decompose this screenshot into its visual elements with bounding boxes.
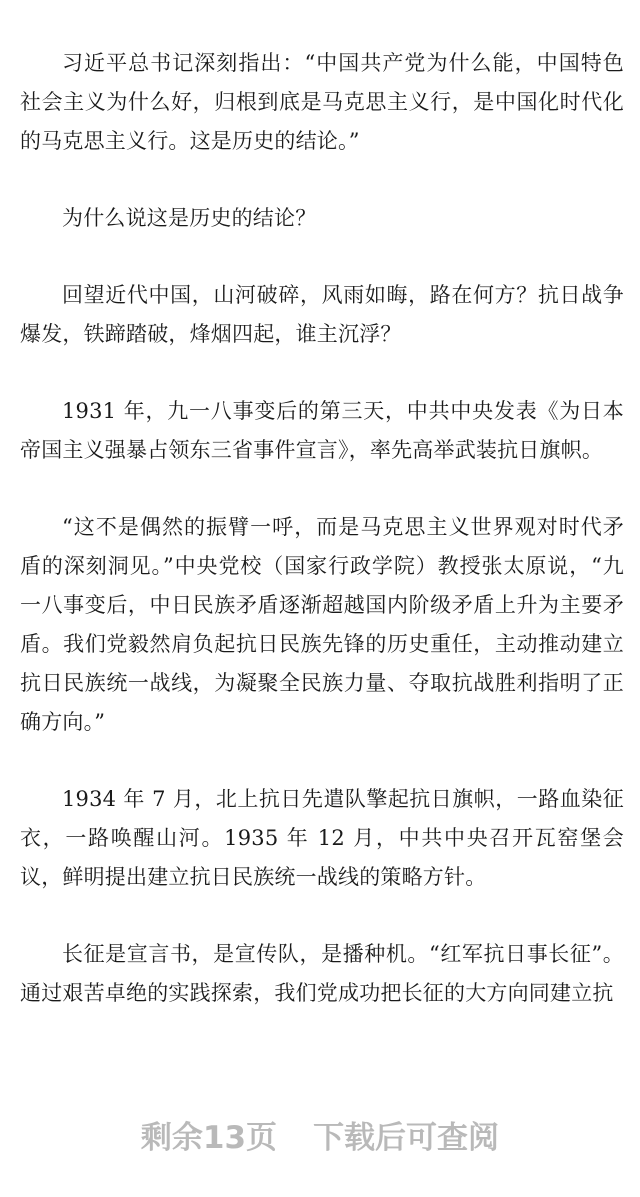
paragraph: 为什么说这是历史的结论？	[62, 206, 317, 230]
paragraph: 1934 年 7 月，北上抗日先遣队擎起抗日旗帜，一路血染征衣，一路唤醒山河。1935 年 12 月，中共中央召开瓦窑堡会议，鲜明提出建立抗日民族统一战线的策略方针。	[20, 787, 624, 889]
paragraph: 长征是宣言书，是宣传队，是播种机。“红军抗日事长征”。通过艰苦卓绝的实践探索，我们党成功把长征的大方向同建立抗	[20, 942, 624, 1005]
download-to-view-label: 下载后可查阅	[313, 1120, 500, 1156]
paragraph: 习近平总书记深刻指出：“中国共产党为什么能，中国特色社会主义为什么好，归根到底是马克思主义行，是中国化时代化的马克思主义行。这是历史的结论。”	[20, 51, 624, 153]
paragraph: 1931 年，九一八事变后的第三天，中共中央发表《为日本帝国主义强暴占领东三省事件宣言》，率先高举武装抗日旗帜。	[20, 399, 624, 462]
paragraph: 回望近代中国，山河破碎，风雨如晦，路在何方？抗日战争爆发，铁蹄踏破，烽烟四起，谁主沉浮？	[20, 283, 624, 346]
paragraph: “这不是偶然的振臂一呼，而是马克思主义世界观对时代矛盾的深刻洞见。”中央党校（国家行政学院）教授张太原说，“九一八事变后，中日民族矛盾逐渐超越国内阶级矛盾上升为主要矛盾。我们党毅然肩负起抗日民族先锋的历史重任，主动推动建立抗日民族统一战线，为凝聚全民族力量、夺取抗战胜利指明了正确方向。”	[20, 515, 624, 734]
remaining-pages-label: 剩余13页	[140, 1120, 278, 1156]
document-body	[20, 44, 624, 1051]
download-prompt[interactable]	[0, 1113, 640, 1163]
